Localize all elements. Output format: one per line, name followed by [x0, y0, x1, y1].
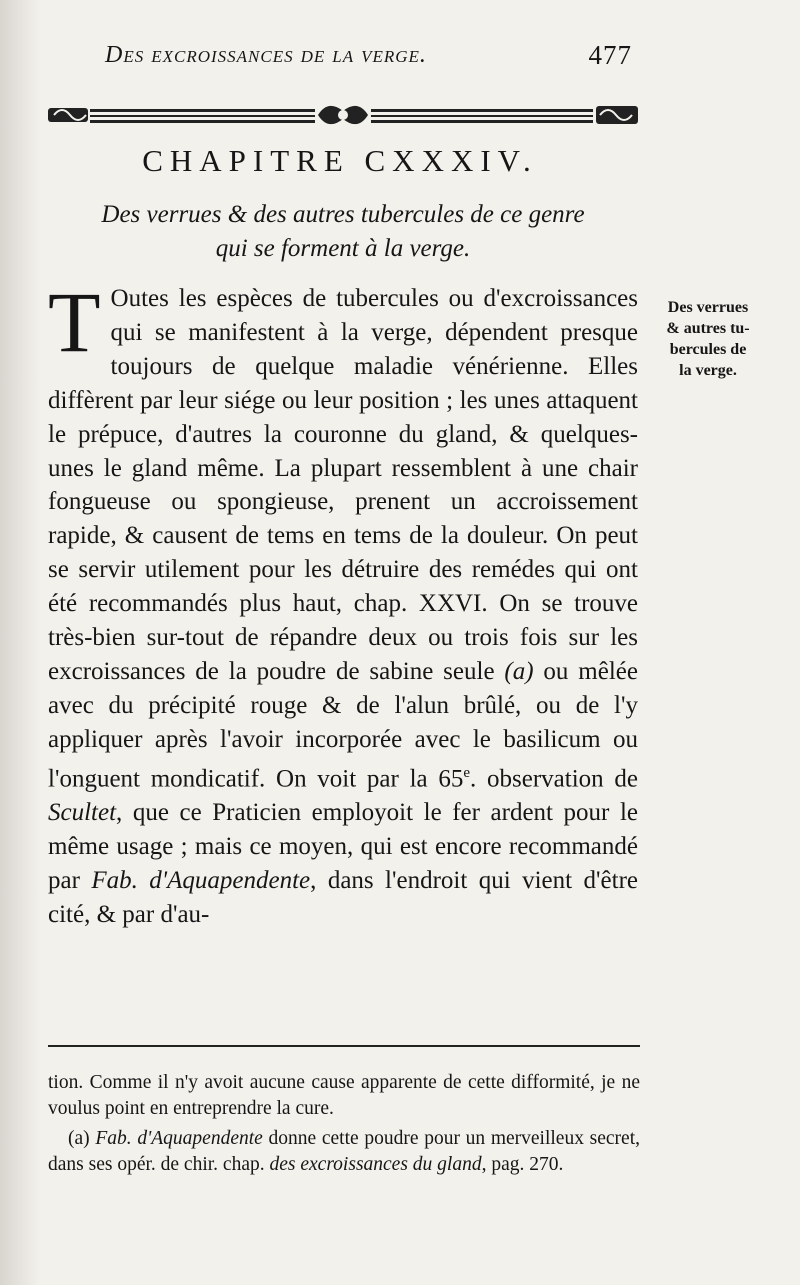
marginal-note-line-3: bercules de	[669, 341, 747, 358]
footnote-a-author: Fab. d'Aquapendente	[95, 1128, 263, 1149]
marginal-note	[648, 297, 768, 381]
footnote-separator-rule	[48, 1045, 640, 1047]
ordinal-superscript: e	[463, 764, 471, 781]
marginal-note-line-4: la verge.	[679, 362, 737, 379]
chapter-subtitle	[48, 198, 638, 266]
body-text-part-3: . observation de	[470, 765, 639, 793]
footnotes	[48, 1070, 640, 1178]
running-head-title: Des excroissances de la verge.	[105, 42, 427, 68]
body-paragraph	[48, 274, 639, 932]
page-gutter-shadow	[0, 0, 40, 1285]
author-name-scultet: Scultet	[48, 798, 117, 826]
author-name-fab-aquapendente: Fab. d'Aquapendente	[91, 866, 311, 894]
chapter-subtitle-line-1: Des verrues & des autres tubercules de ce genre	[101, 201, 585, 228]
chapter-subtitle-line-2: qui se forment à la verge.	[215, 235, 471, 262]
running-head	[95, 38, 640, 74]
footnote-a-italic-title: des excroissances du gland	[269, 1154, 482, 1175]
decorative-ornament-rule	[48, 94, 638, 134]
footnote-a-text: donne cette poudre pour un merveilleux secret, dans ses opér. de chir. chap.	[48, 1128, 640, 1175]
body-text-part-1: Outes les espèces de tubercules ou d'excroissances qui se manifestent à la verge, dépendent presque toujours de quelque maladie vénérienne. Elles diffèrent par leur siége ou leur position ; les unes attaquent le prépuce, d'autres la couronne du gland, & quelques-unes le gland même. La plupart ressemblent à une chair fongueuse ou spongieuse, prenent un accroissement rapide, & causent de tems en tems de la douleur. On peut se servir utilement pour les détruire des remédes qui ont été recommandés plus haut, chap. XXVI. On se trouve très-bien sur-tout de répandre deux ou trois fois sur les excroissances de la poudre de sabine seule	[48, 285, 638, 685]
body-text-part-5: , dans l'endroit qui vient d'être cité, & par d'au-	[48, 866, 638, 928]
body-text-part-4: , que ce Praticien employoit le fer ardent pour le même usage ; mais ce moyen, qui est encore recommandé par	[48, 798, 638, 894]
footnote-a	[48, 1126, 640, 1178]
marginal-note-line-2: & autres tu-	[666, 320, 750, 337]
marginal-note-line-1: Des verrues	[667, 299, 749, 316]
body-text-part-2: ou mêlée avec du précipité rouge & de l'alun brûlé, ou de l'y appliquer après l'avoir incorporée avec le basilicum ou l'onguent mondicatif. On voit par la 65	[48, 657, 638, 793]
footnote-a-marker: (a)	[68, 1128, 90, 1149]
page-number: 477	[588, 40, 632, 70]
chapter-heading: CHAPITRE CXXXIV.	[142, 143, 538, 178]
footnote-continued: tion. Comme il n'y avoit aucune cause apparente de cette difformité, je ne voulus point en entreprendre la cure.	[48, 1072, 640, 1119]
drop-cap: T	[48, 274, 101, 370]
footnote-reference-a: (a)	[504, 657, 534, 685]
footnote-a-end: , pag. 270.	[481, 1154, 564, 1175]
